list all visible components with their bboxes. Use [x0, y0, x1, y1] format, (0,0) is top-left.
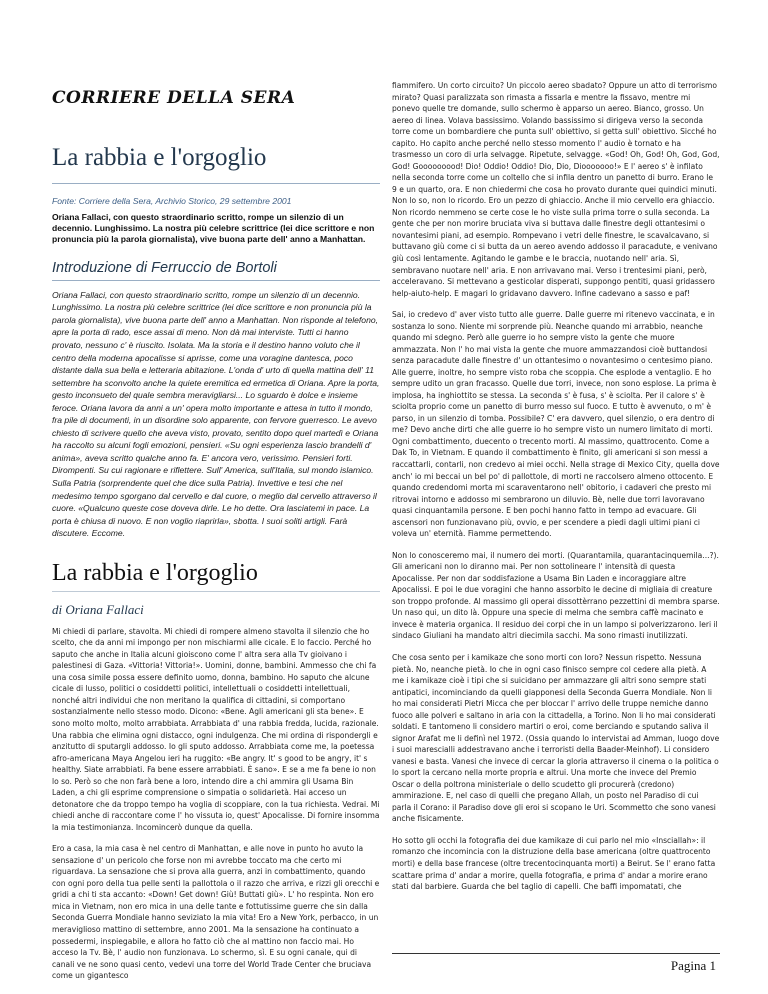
title-divider [52, 183, 380, 184]
article-title: La rabbia e l'orgoglio [52, 559, 258, 586]
byline: di Oriana Fallaci [52, 601, 144, 617]
masthead: CORRIERE DELLA SERA [52, 88, 296, 108]
footer-divider [392, 953, 720, 954]
body-paragraph: Che cosa sento per i kamikaze che sono morti con loro? Nessun rispetto. Nessuna pietà. No, neanche pietà. Io che in ogni caso finisco sempre col cedere alla pietà. A me i kamikaze cioè i tipi che si suicidano per ammazzare gli altri sono sempre stati antipatici, incominciando da quelli giapponesi della Seconda Guerra Mondiale. Non li ho mai considerati Pietri Micca che per bloccar l' arrivo delle truppe nemiche danno fuoco alle polveri e saltano in aria con la cittadella, a Torino. Non li ho mai considerati soldati. E tantomeno li considero martiri o eroi, come berciando e sputando saliva il signor Arafat me li definì nel 1972. (Ossia quando lo intervistai ad Amman, luogo dove i suoi marescialli addestravano anche i terroristi della Baader-Meinhof). Li considero vanesi e basta. Vanesi che invece di cercar la gloria attraverso il cinema o la politica o lo sport la cercano nella morte propria e altrui. Una morte che invece del Premio Oscar o della poltrona ministeriale o dello scudetto gli procurerà (credono) ammirazione. E, nel caso di quelli che pregano Allah, un posto nel Paradiso di cui parla il Corano: il Paradiso dove gli eroi si scopano le Uri. Scommetto che sono vanesi anche fisicamente. [392, 652, 720, 824]
right-column [392, 80, 720, 903]
lede-paragraph: Oriana Fallaci, con questo straordinario scritto, rompe un silenzio di un decennio. Lunghissimo. La nostra più celebre scrittrice (lei dice scrittore e non pronuncia più la parola giornalista), vive buona parte dell' anno a Manhattan. [52, 211, 375, 245]
body-paragraph: Ho sotto gli occhi la fotografia dei due kamikaze di cui parlo nel mio «Insciallah»: il romanzo che incomincia con la distruzione della base americana (oltre quattrocento morti) e della base francese (oltre trecentocinquanta morti) a Beirut. Se l' erano fatta scattare prima d' andar a morire, quella fotografia, e prima d' andar a morire erano stati dal barbiere. Guarda che bel taglio di capelli. Che baffi impomatati, che [392, 835, 716, 892]
body-paragraph: fiammifero. Un corto circuito? Un piccolo aereo sbadato? Oppure un atto di terrorismo mirato? Quasi paralizzata son rimasta a fissarla e mentre la fissavo, mentre mi ponevo quelle tre domande, sullo schermo è apparso un aereo. Bianco, grosso. Un aereo di linea. Volava bassissimo. Volando bassissimo si dirigeva verso la seconda torre come un bombardiere che punta sull' obiettivo, si getta sull' obiettivo. Sicché ho capito. Ho capito anche perché nello stesso momento l' audio è tornato e ha trasmesso un coro di urla selvagge. Ripetute, selvagge. «God! Oh, God! Oh, God, God, God! Gooooooood! Dio! Oddio! Oddio! Dio, Dio, Diooooooo!» E l' aereo s' è infilato nella seconda torre come un coltello che si infila dentro un panetto di burro. Erano le 9 e un quarto, ora. E non chiedermi che cosa ho provato durante quei quindici minuti. Non lo so, non lo ricordo. Ero un pezzo di ghiaccio. Anche il mio cervello era ghiaccio. Non ricordo nemmeno se certe cose le ho viste sulla prima torre o sulla seconda. La gente che per non morire bruciata viva si buttava dalle finestre degli ottantesimi o novantesimi piani, ad esempio. Rompevano i vetri delle finestre, le scavalcavano, si buttavano giù come ci si butta da un aereo avendo addosso il paracadute, e venivano giù così lentamente. Agitando le gambe e le braccia, nuotando nell' aria. Sì, sembravano nuotare nell' aria. E non arrivavano mai. Verso i trentesimi piani, però, acceleravano. Si mettevano a gesticolar disperati, suppongo pentiti, quasi gridassero help-aiuto-help. E magari lo gridavano davvero. Infine cadevano a sasso e paf! [392, 81, 720, 298]
page-title: La rabbia e l'orgoglio [52, 144, 267, 171]
left-column [52, 80, 380, 992]
body-paragraph: Non lo conosceremo mai, il numero dei morti. (Quarantamila, quarantacinquemila...?). Gli americani non lo diranno mai. Per non sottolineare l' intensità di questa Apocalisse. Per non dar soddisfazione a Usama Bin Laden e incoraggiare altre Apocalissi. E poi le due voragini che hanno assorbito le decine di migliaia di creature son troppo profonde. Al massimo gli operai dissottèrrano pezzettini di membra sparse. Un naso qui, un dito là. Oppure una specie di melma che sembra caffè macinato e invece è materia organica. Il residuo dei corpi che in un lampo si polverizzarono. Ieri il sindaco Giuliani ha mandato altri diecimila sacchi. Ma sono rimasti inutilizzati. [392, 550, 720, 641]
body-paragraph: Mi chiedi di parlare, stavolta. Mi chiedi di rompere almeno stavolta il silenzio che ho scelto, che da anni mi impongo per non mischiarmi alle cicale. E lo faccio. Perché ho saputo che anche in Italia alcuni gioiscono come l' altra sera alla Tv gioivano i palestinesi di Gaza. «Vittoria! Vittoria!». Uomini, donne, bambini. Ammesso che chi fa una cosa simile possa essere definito uomo, donna, bambino. Ho saputo che alcune cicale di lusso, politici o cosiddetti politici, intellettuali o cosiddetti intellettuali, nonché altri individui che non meritano la qualifica di cittadini, si comportano sostanzialmente nello stesso modo. Dicono: «Bene. Agli americani gli sta bene». E sono molto molto, molto arrabbiata. Arrabbiata d' una rabbia fredda, lucida, razionale. Una rabbia che elimina ogni distacco, ogni indulgenza. Che mi ordina di rispondergli e anzitutto di sputargli addosso. Io gli sputo addosso. Arrabbiata come me, la poetessa afro-americana Maya Angelou ieri ha ruggito: «Be angry. It' s good to be angry, it' s healthy. Siate arrabbiati. Fa bene essere arrabbiati. È sano». E se a me fa bene io non lo so. Però so che non farà bene a loro, intendo dire a chi ammira gli Usama Bin Laden, a chi gli esprime comprensione o simpatia o solidarietà. Hai acceso un detonatore che da troppo tempo ha voglia di scoppiare, con la tua richiesta. Vedrai. Mi chiedi anche di raccontare come l' ho vissuta io, quest' Apocalisse. Di fornire insomma la mia testimonianza. Incomincerò dunque da quella. [52, 626, 380, 832]
article-divider [52, 591, 380, 592]
intro-divider [52, 280, 380, 281]
intro-text: Oriana Fallaci, con questo straordinario scritto, rompe un silenzio di un decennio. Lunghissimo. La nostra più celebre scrittrice (lei dice scrittore e non pronuncia più la parola giornalista), vive buona parte dell' anno a Manhattan. Non risponde al telefono, apre la porta di rado, esce assai di meno. Non dà mai interviste. Tutti ci hanno provato, nessuno c' è riuscito. Isolata. Ma la storia e il destino hanno voluto che il centro della moderna apocalisse si aprisse, come una voragine dantesca, poco distante dalla sua bella e letteraria abitazione. L'onda d' urto di quella mattina dell' 11 settembre ha sconvolto anche la quiete eremitica ed ermetica di Oriana. Apre la porta, gesto inconsueto del quale sembra meravigliarsi... Lo sguardo è dolce e insieme feroce. Oriana lavora da anni a un' opera molto importante e attesa in tutto il mondo, fra pile di documenti, in un disordine solo apparente, con fervore guerresco. Le avevo chiesto di scrivere quello che aveva visto, provato, sentito dopo quel martedì e Oriana ha raccolto su alcuni fogli emozioni, pensieri. «Su ogni esperienza lascio brandelli d' anima», aveva scritto qualche anno fa. E' ancora vero, verissimo. Pensieri forti. Dirompenti. Su cui ragionare e riflettere. Sull' America, sull'Italia, sul mondo islamico. Sulla Patria (sorprendente quel che dice sulla Patria). Invettive e tesi che nel medesimo tempo sgorgano dal cervello e dal cuore, o meglio dal cervello attraverso il cuore. «Qualcuno queste cose doveva dirle. Le ho dette. Ora lasciatemi in pace. La porta è chiusa di nuovo. E non voglio riaprirla», sbotta. I suoi soliti artigli. Farà discutere. Eccome. [52, 289, 380, 539]
body-paragraph: Ero a casa, la mia casa è nel centro di Manhattan, e alle nove in punto ho avuto la sensazione d' un pericolo che forse non mi avrebbe toccato ma che certo mi riguardava. La sensazione che si prova alla guerra, anzi in combattimento, quando con ogni poro della tua pelle senti la pallottola o il razzo che arriva, e rizzi gli orecchi e gridi a chi ti sta accanto: «Down! Get down! Giù! Buttati giù». L' ho respinta. Non ero mica in Vietnam, non ero mica in una delle tante e fottutissime guerre che sin dalla Seconda Guerra Mondiale hanno seviziato la mia vita! Ero a New York, perbacco, in un meraviglioso mattino di settembre, anno 2001. Ma la sensazione ha continuato a possedermi, inspiegabile, e allora ho fatto ciò che al mattino non faccio mai. Ho acceso la Tv. Bè, l' audio non funzionava. Lo schermo, sì. E su ogni canale, qui di canali ve ne sono quasi cento, vedevi una torre del World Trade Center che bruciava come un gigantesco [52, 844, 380, 981]
source-line: Fonte: Corriere della Sera, Archivio Storico, 29 settembre 2001 [52, 195, 292, 206]
page-number: Pagina 1 [670, 958, 716, 973]
body-paragraph: Sai, io credevo d' aver visto tutto alle guerre. Dalle guerre mi ritenevo vaccinata, e in sostanza lo sono. Niente mi sorprende più. Neanche quando mi arrabbio, neanche quando mi sdegno. Però alle guerre io ho sempre visto la gente che muore ammazzata. Non l' ho mai vista la gente che muore ammazzandosi cioè buttandosi senza paracadute dalle finestre d' un ottantesimo o novantesimo o centesimo piano. Alle guerre, inoltre, ho sempre visto roba che scoppia. Che esplode a ventaglio. E ho sempre udito un gran fracasso. Quelle due torri, invece, non sono esplose. La prima è implosa, ha inghiottito se stessa. La seconda s' è fusa, s' è sciolta. Per il calore s' è sciolta proprio come un panetto di burro messo sul fuoco. E tutto è avvenuto, o m' è parso, in un silenzio di tomba. Possibile? C' era davvero, quel silenzio, o era dentro di me? Devo anche dirti che alle guerre io ho sempre visto un numero limitato di morti. Ogni combattimento, duecento o trecento morti. Al massimo, quattrocento. Come a Dak To, in Vietnam. E quando il combattimento è finito, gli americani si son messi a raccattarli, contarli, non credevo ai miei occhi. Nella strage di Mexico City, quella dove anch' io mi beccai un bel po' di pallottole, di morti ne raccolsero almeno ottocento. E quando credendomi morta mi scaraventarono nell' obitorio, i cadaveri che presto mi ritrovai intorno e addosso mi sembrarono un diluvio. Bè, nelle due torri lavoravano quasi cinquantamila persone. E ben pochi hanno fatto in tempo ad evacuare. Gli ascensori non funzionavano più, ovvio, e per scendere a piedi dagli ultimi piani ci voleva un' eternità. Fiamme permettendo. [392, 310, 720, 539]
intro-heading: Introduzione di Ferruccio de Bortoli [52, 259, 277, 276]
